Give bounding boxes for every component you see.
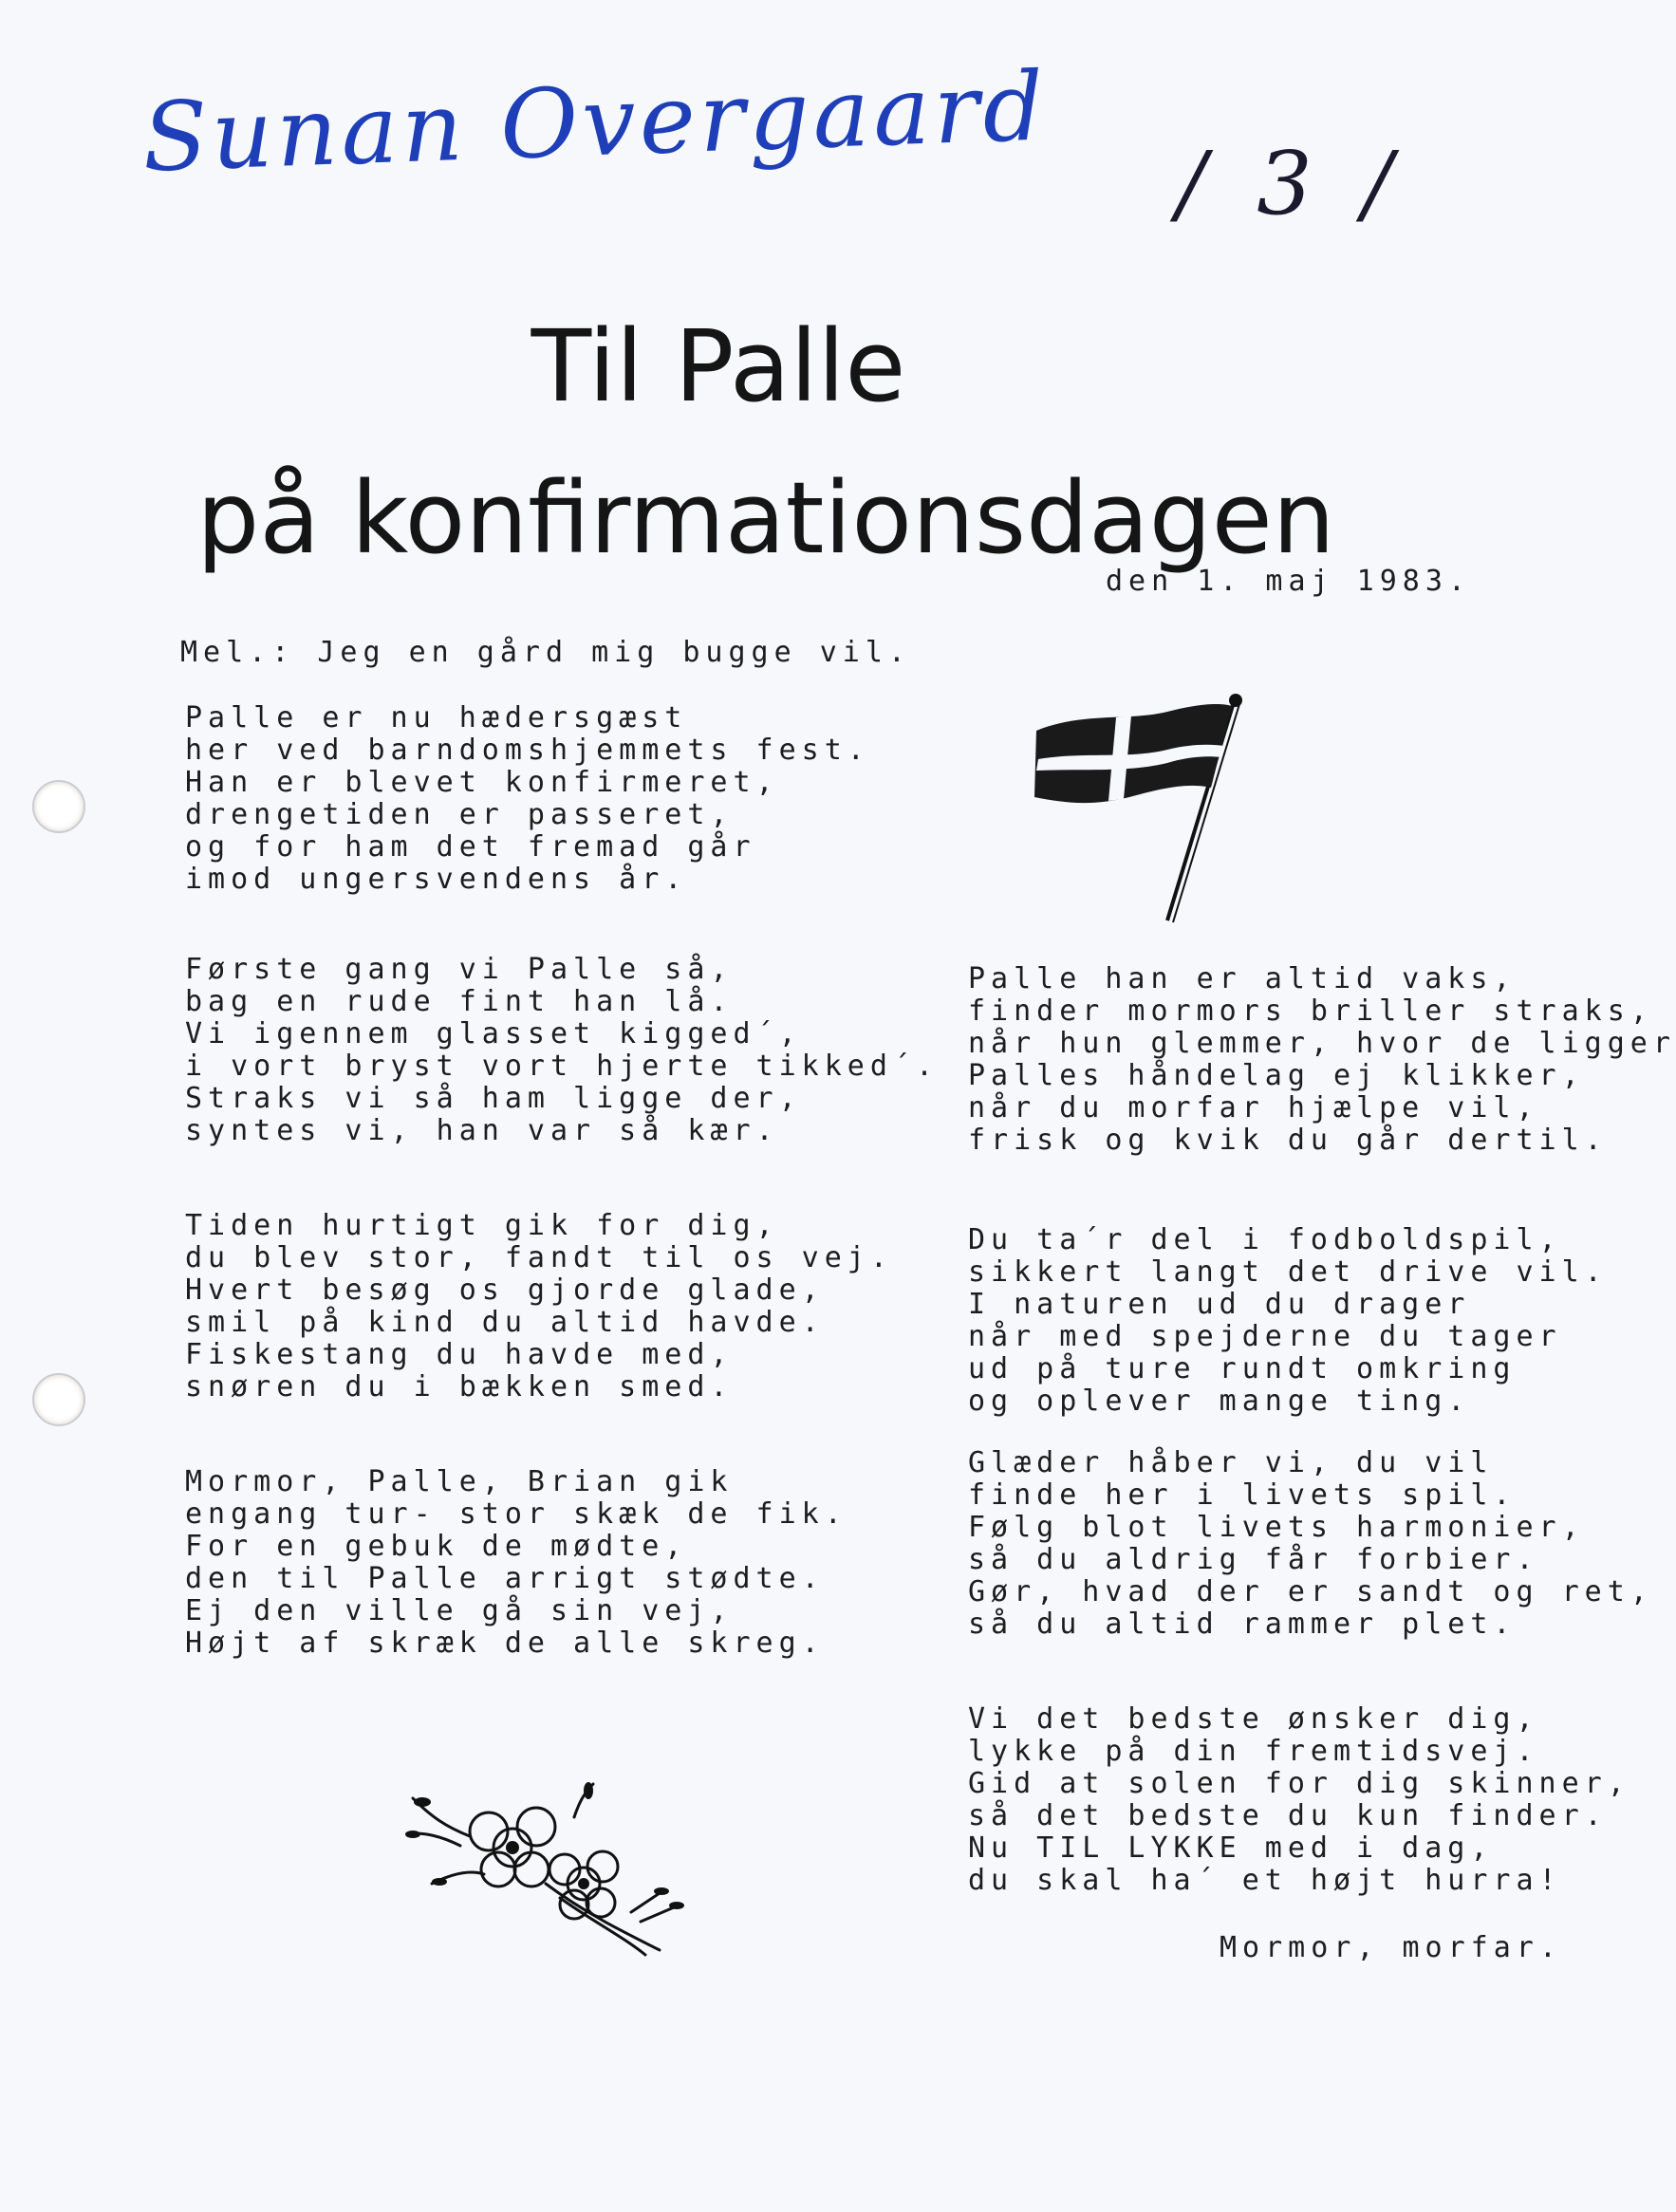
date-line: den 1. maj 1983. (1106, 565, 1471, 598)
stanza-right-3: Glæder håber vi, du vil finde her i livets spil. Følg blot livets harmonier, så du aldrig får forbier. Gør, hvad der er sandt og ret, så du altid rammer plet. (968, 1446, 1653, 1641)
stanza-left-3: Tiden hurtigt gik for dig, du blev stor, fandt til os vej. Hvert besøg os gjorde glade, smil på kind du altid havde. Fiskestang du havde med, snøren du i bækken smed. (185, 1209, 893, 1403)
handwritten-page-number: / 3 / (1177, 133, 1405, 234)
title-line-2: på konfirmationsdagen (196, 459, 1335, 576)
stanza-right-2: Du ta´r del i fodboldspil, sikkert langt det drive vil. I naturen ud du drager når med spejderne du tager ud på ture rundt omkring og oplever mange ting. (968, 1223, 1608, 1418)
punch-hole (32, 1373, 85, 1426)
melody-line: Mel.: Jeg en gård mig bugge vil. (180, 636, 911, 669)
stanza-left-2: Første gang vi Palle så, bag en rude fint han lå. Vi igennem glasset kigged´, i vort bryst vort hjerte tikked´. Straks vi så ham ligge der, syntes vi, han var så kær. (185, 953, 940, 1147)
flower-bouquet-icon (403, 1779, 707, 1960)
stanza-right-1: Palle han er altid vaks, finder mormors briller straks, når hun glemmer, hvor de ligger Palles håndelag ej klikker, når du morfar hjælpe vil, frisk og kvik du går dertil. (968, 962, 1676, 1157)
stanza-left-4: Mormor, Palle, Brian gik engang tur- stor skæk de fik. For en gebuk de mødte, den til Palle arrigt stødte. Ej den ville gå sin vej, Højt af skræk de alle skreg. (185, 1465, 847, 1660)
danish-flag-icon (1025, 683, 1272, 930)
handwritten-name: Sunan Overgaard (140, 50, 1050, 194)
stanza-right-4: Vi det bedste ønsker dig, lykke på din fremtidsvej. Gid at solen for dig skinner, så det bedste du kun finder. Nu TIL LYKKE med i dag, du skal ha´ et højt hurra! (968, 1702, 1630, 1897)
signature: Mormor, morfar. (1220, 1931, 1562, 1964)
punch-hole (32, 780, 85, 833)
title-line-1: Til Palle (531, 307, 906, 424)
stanza-left-1: Palle er nu hædersgæst her ved barndomshjemmets fest. Han er blevet konfirmeret, drengetiden er passeret, og for ham det fremad går imod ungersvendens år. (185, 701, 870, 896)
